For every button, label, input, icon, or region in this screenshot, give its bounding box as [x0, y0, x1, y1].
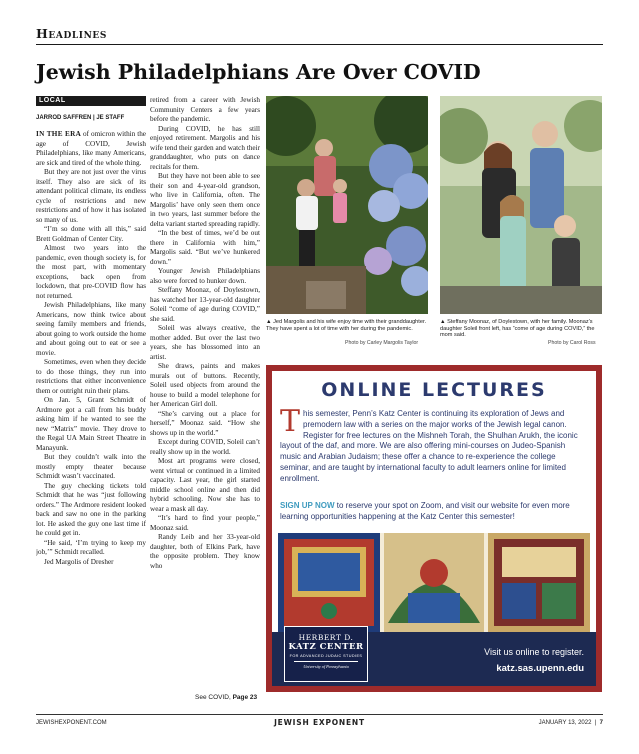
- article-paragraph: Jewish Philadelphians, like many Americans, now think twice about seeing family members and friends, about going to work outside the home and about going out to eat or see a movie.: [36, 301, 146, 357]
- family-photo-illustration: [440, 96, 602, 314]
- article-paragraph: Most art programs were closed, went virtual or continued in a limited capacity. Last year, the girl started middle school online and then did hybrid schooling. Now she has to wear a mask all day.: [150, 457, 260, 513]
- article-paragraph: But they have not been able to see their son and 4-year-old grandson, who live in California, often. The Margolis’ have only seen them once in two years, last summer before the delta variant started spreading rapidly.: [150, 172, 260, 228]
- continued-page: Page 23: [232, 694, 258, 701]
- photo-moonaz-family: [440, 96, 602, 314]
- article-paragraph: But they couldn’t walk into the mostly empty theater because Schmidt wasn’t vaccinated.: [36, 453, 146, 480]
- article-paragraph: Steffany Moonaz, of Doylestown, has watched her 13-year-old daughter Soleil “come of age during COVID,” she said.: [150, 286, 260, 323]
- ad-content: [272, 371, 596, 686]
- article-paragraph: “I’m so done with all this,” said Brett Goldman of Center City.: [36, 225, 146, 243]
- article-paragraph: On Jan. 5, Grant Schmidt of Ardmore got a call from his buddy asking him if he wanted to see the new “Matrix” movie. They drove to the Regal UA Main Street Theatre in Manayunk.: [36, 396, 146, 452]
- lead-in: IN THE ERA: [36, 130, 82, 138]
- article-paragraph: “In the best of times, we’d be out there in California with him,” Margolis said. “But we’ve hunkered down.”: [150, 229, 260, 266]
- section-tag: LOCAL: [36, 96, 146, 106]
- article-paragraph: Except during COVID, Soleil can’t really show up in the world.: [150, 438, 260, 456]
- manuscript-panel: [278, 533, 380, 632]
- manuscript-art-strip: [278, 533, 590, 632]
- photo-garden-family: [266, 96, 428, 314]
- page-number: 7: [599, 720, 603, 726]
- article-column-1: [36, 130, 146, 675]
- footer-publication: JEWISH EXPONENT: [274, 718, 365, 727]
- article-paragraph: Jed Margolis of Dresher: [44, 557, 114, 566]
- article-column-2: [150, 96, 260, 675]
- photo-credit: Photo by Carley Margolis Taylor: [345, 340, 419, 346]
- headline: Jewish Philadelphians Are Over COVID: [36, 60, 481, 84]
- sign-up-now-link[interactable]: SIGN UP NOW: [280, 501, 335, 510]
- article-paragraph: Randy Leib and her 33-year-old daughter, both of Elkins Park, have the opposite problem. They know who: [150, 533, 260, 570]
- continued-notice[interactable]: See COVID, Page 23: [195, 694, 258, 701]
- article-paragraph: Younger Jewish Philadelphians also were forced to hunker down.: [150, 267, 260, 285]
- manuscript-panel: [384, 533, 484, 632]
- article-paragraph: The guy checking tickets told Schmidt that he was “just following orders.” The Ardmore resident looked back and saw no one in the parking lot. He asked the guy one last time if he could get in.: [36, 481, 146, 537]
- ad-footer: [272, 632, 596, 686]
- katz-center-advertisement[interactable]: [266, 365, 602, 692]
- article-paragraph: IN THE ERA of omicron within the age of COVID, Jewish Philadelphians, like many Americans, are sick and tired of the whole thing.: [36, 130, 146, 167]
- katz-center-logo: HERBERT D. KATZ CENTER FOR ADVANCED JUDAIC STUDIES University of Pennsylvania: [284, 626, 368, 682]
- photo-caption: ▲ Jed Margolis and his wife enjoy time with their granddaughter. They have spent a lot of time with her during the pandemic.: [266, 319, 427, 332]
- footer-website[interactable]: JEWISHEXPONENT.COM: [36, 720, 107, 726]
- byline: JARROD SAFFREN | JE STAFF: [36, 115, 125, 121]
- article-paragraph: “She’s carving out a place for herself,” Moonaz said. “How she shows up in the world.”: [150, 409, 260, 437]
- ad-call-to-action: SIGN UP NOW to reserve your spot on Zoom, and visit our website for even more learning opportunities happening at the Katz Center this semester!: [280, 501, 570, 521]
- article-paragraph: Sometimes, even when they decide to do those things, they run into restrictions that either inconvenience them or outright ruin their plans.: [36, 358, 146, 395]
- article-paragraph: But they are not just over the virus itself. They also are sick of its attendant political climate, its endless cycle of restrictions and new restrictions and of how it has isolated so many of us.: [36, 168, 146, 224]
- article-paragraph: “It’s hard to find your people,” Moonaz said.: [150, 514, 260, 532]
- photo-caption: ▲ Steffany Moonaz, of Doylestown, with her family. Moonaz’s daughter Soleil front left, has “come of age during COVID,” the mom said.: [440, 319, 595, 339]
- garden-photo-illustration: [266, 96, 428, 314]
- katz-website-link[interactable]: katz.sas.upenn.edu: [496, 663, 584, 674]
- footer-rule: [36, 714, 603, 715]
- article-paragraph: She draws, paints and makes murals out of buttons. Recently, Soleil used objects from around the house to build a model telephone for her American Girl doll.: [150, 362, 260, 408]
- article-paragraph: retired from a career with Jewish Community Centers a few years before the pandemic.: [150, 96, 260, 123]
- article-paragraph: During COVID, he has still enjoyed retirement. Margolis and his wife tend their garden and watch their granddaughter, who puts on dance recitals for them.: [150, 124, 260, 171]
- ad-body: This semester, Penn’s Katz Center is continuing its exploration of Jews and premodern law with a series on the major works of the Jewish legal canon. Register for free lectures on the Mishneh Torah, the Shulhan Arukh, the iconic layout of the daf, and more. We are also offering mini-courses on Judeo-Spanish music and Arabian Judaism; these offer a chance to re-experience the college seminar, and are taught by international faculty to adult learners online for limited enrollment.: [280, 404, 578, 483]
- footer-date-page: JANUARY 13, 2022 | 7: [538, 720, 603, 726]
- article-paragraph: Soleil was always creative, the mother added. But over the last two years, she has blossomed into an artist.: [150, 324, 260, 361]
- register-text: Visit us online to register.: [484, 647, 584, 657]
- article-paragraph: Almost two years into the pandemic, even though society is, for the most part, with momentary exceptions, back open from lockdown, that pre-COVID flow has not returned.: [36, 244, 146, 300]
- heading-rule: [36, 44, 603, 45]
- ad-title: ONLINE LECTURES: [321, 379, 547, 401]
- photo-credit: Photo by Carol Ross: [548, 340, 596, 346]
- article-paragraph: “He said, ‘I’m trying to keep my job,’” Schmidt recalled.: [36, 538, 146, 556]
- section-heading: Headlines: [36, 26, 107, 41]
- drop-cap: T: [280, 404, 301, 439]
- manuscript-panel: [488, 533, 590, 632]
